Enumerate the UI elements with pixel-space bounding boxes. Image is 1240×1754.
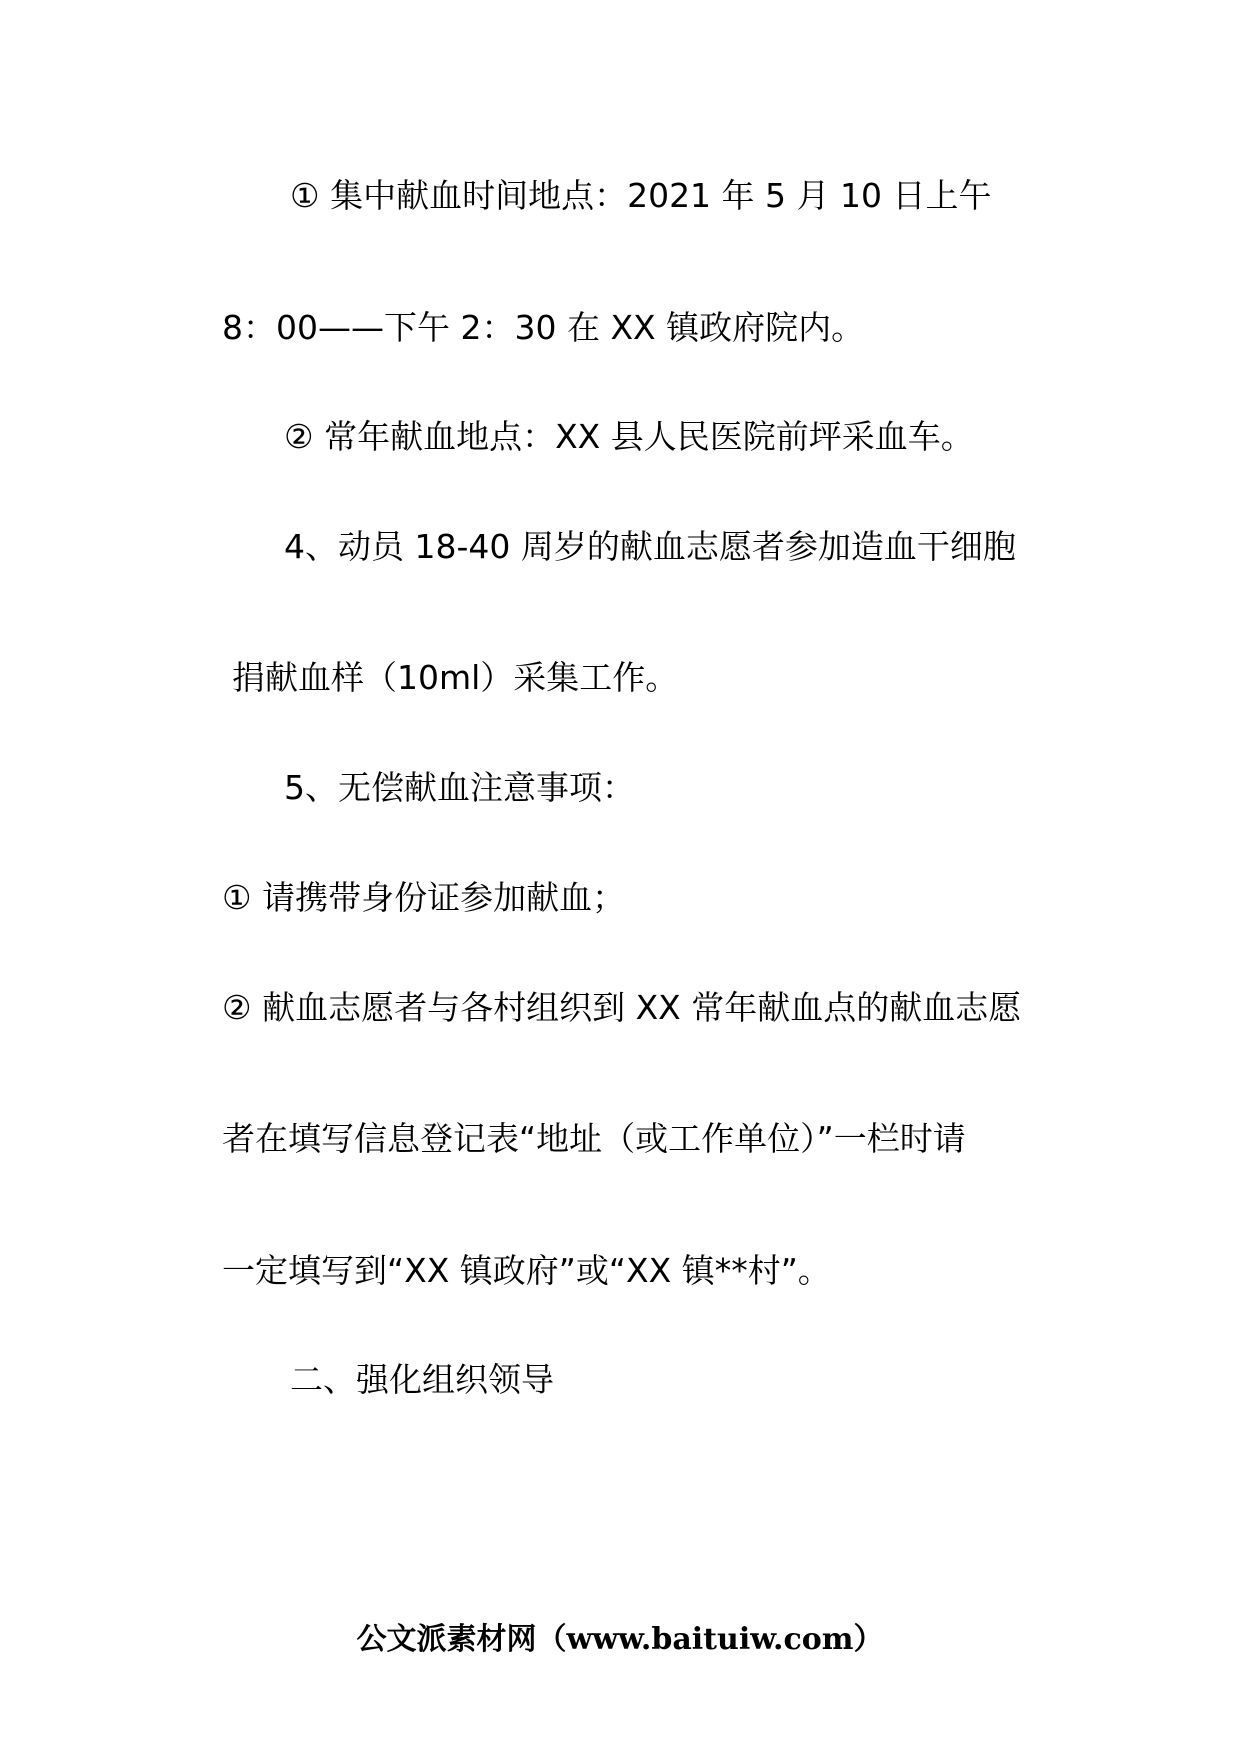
paragraph-line: 一定填写到“XX 镇政府”或“XX 镇**村”。 — [222, 1251, 831, 1290]
paragraph-line: 8：00——下午 2：30 在 XX 镇政府院内。 — [222, 308, 865, 347]
paragraph-line: ① 集中献血时间地点：2021 年 5 月 10 日上午 — [290, 176, 992, 215]
footer-watermark: 公文派素材网（www.baituiw.com） — [356, 1622, 884, 1657]
paragraph-line: 捐献血样（10ml）采集工作。 — [232, 658, 679, 697]
paragraph-line: ② 常年献血地点：XX 县人民医院前坪采血车。 — [284, 417, 974, 456]
section-heading: 二、强化组织领导 — [290, 1360, 554, 1399]
paragraph-line: ① 请携带身份证参加献血； — [222, 878, 626, 917]
paragraph-line: 5、无偿献血注意事项： — [284, 768, 635, 807]
paragraph-line: 4、动员 18-40 周岁的献血志愿者参加造血干细胞 — [284, 527, 1016, 566]
paragraph-line: 者在填写信息登记表“地址（或工作单位）”一栏时请 — [222, 1119, 966, 1158]
paragraph-line: ② 献血志愿者与各村组织到 XX 常年献血点的献血志愿 — [222, 988, 1022, 1027]
